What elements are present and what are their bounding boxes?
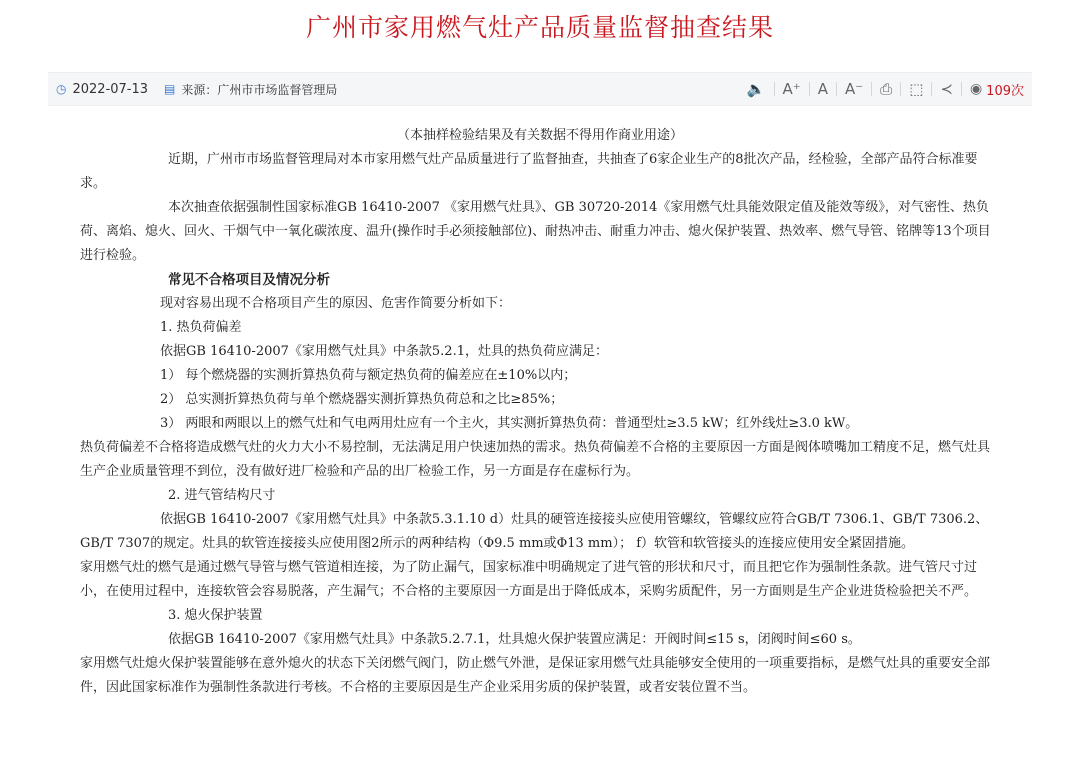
paragraph-intro: 近期，广州市市场监督管理局对本市家用燃气灶产品质量进行了监督抽查，共抽查了6家企业生产的8批次产品，经检验，全部产品符合标准要求。 <box>80 152 978 191</box>
paragraph-standards: 本次抽查依据强制性国家标准GB 16410-2007 《家用燃气灶具》、GB 30720-2014《家用燃气灶具能效限定值及能效等级》，对气密性、热负荷、离焰、熄火、回火、干烟气中一氧化碳浓度、温升(操作时手必须接触部位)、耐热冲击、耐重力冲击、熄火保护装置、热效率、燃气导管、铭牌等13个项目进行检验。 <box>80 200 991 263</box>
paragraph-clause: 依据GB 16410-2007《家用燃气灶具》中条款5.2.7.1，灶具熄火保护装置应满足：开阀时间≤15 s，闭阀时间≤60 s。 <box>168 632 861 647</box>
article-toolbar <box>739 73 1024 105</box>
view-count: 109次 <box>986 83 1024 99</box>
item-heading-heat-load: 1. 热负荷偏差 <box>160 320 242 335</box>
paragraph-flame-protection-analysis: 家用燃气灶熄火保护装置能够在意外熄火的状态下关闭燃气阀门，防止燃气外泄，是保证家用燃气灶具能够安全使用的一项重要指标，是燃气灶具的重要安全部件，因此国家标准作为强制性条款进行考核。不合格的主要原因是生产企业采用劣质的保护装置，或者安装位置不当。 <box>80 656 991 695</box>
print-icon[interactable]: ⎙ <box>880 80 893 98</box>
item-heading-inlet-pipe: 2. 进气管结构尺寸 <box>168 488 276 503</box>
save-icon[interactable]: ⬚ <box>909 80 924 98</box>
speaker-icon[interactable]: 🔈 <box>746 80 766 98</box>
list-item: 1） 每个燃烧器的实测折算热负荷与额定热负荷的偏差应在±10%以内； <box>160 368 577 383</box>
section-heading: 常见不合格项目及情况分析 <box>168 272 330 288</box>
paragraph-clause: 依据GB 16410-2007《家用燃气灶具》中条款5.3.1.10 d）灶具的硬管连接接头应使用管螺纹，管螺纹应符合GB/T 7306.1、GB/T 7306.2、GB/T 7307的规定。灶具的软管连接接头应使用图2所示的两种结构（Φ9.5 mm或Φ13 mm）； f）软管和软管接头的连接应使用安全紧固措施。 <box>80 512 989 551</box>
font-decrease-icon[interactable]: A⁻ <box>844 80 864 98</box>
paragraph-clause: 依据GB 16410-2007《家用燃气灶具》中条款5.2.1，灶具的热负荷应满足： <box>160 344 608 359</box>
paragraph-inlet-pipe-analysis: 家用燃气灶的燃气是通过燃气导管与燃气管道相连接，为了防止漏气，国家标准中明确规定了进气管的形状和尺寸，而且把它作为强制性条款。进气管尺寸过小，在使用过程中，连接软管会容易脱落，产生漏气；不合格的主要原因一方面是出于降低成本，采购劣质配件，另一方面则是生产企业进货检验把关不严。 <box>80 560 978 599</box>
paragraph-heat-load-analysis: 热负荷偏差不合格将造成燃气灶的火力大小不易控制，无法满足用户快速加热的需求。热负荷偏差不合格的主要原因一方面是阀体喷嘴加工精度不足，燃气灶具生产企业质量管理不到位，没有做好进厂检验和产品的出厂检验工作，另一方面是存在虚标行为。 <box>80 440 991 479</box>
article-source: 来源：广州市市场监督管理局 <box>181 82 338 97</box>
publish-date: 2022-07-13 <box>72 81 149 97</box>
item-heading-flame-protection: 3. 熄火保护装置 <box>168 608 263 623</box>
font-increase-icon[interactable]: A⁺ <box>782 80 801 98</box>
view-counter <box>962 80 1024 99</box>
article-body <box>80 124 1000 700</box>
list-item: 2） 总实测折算热负荷与单个燃烧器实测折算热负荷总和之比≥85%； <box>160 392 564 407</box>
clock-icon: ◷ <box>56 82 67 96</box>
font-reset-icon[interactable]: A <box>817 80 828 98</box>
article-meta-bar <box>48 72 1032 106</box>
document-icon: ▤ <box>164 82 176 96</box>
list-item: 3） 两眼和两眼以上的燃气灶和气电两用灶应有一个主火，其实测折算热负荷：普通型灶≥3.5 kW；红外线灶≥3.0 kW。 <box>160 416 859 431</box>
share-icon[interactable]: ≺ <box>940 80 953 98</box>
eye-icon: ◉ <box>969 81 983 97</box>
disclaimer: （本抽样检验结果及有关数据不得用作商业用途） <box>396 128 683 143</box>
paragraph-analysis-intro: 现对容易出现不合格项目产生的原因、危害作简要分析如下： <box>160 296 512 311</box>
article-meta-info <box>56 73 337 105</box>
page-title: 广州市家用燃气灶产品质量监督抽查结果 <box>305 13 774 42</box>
